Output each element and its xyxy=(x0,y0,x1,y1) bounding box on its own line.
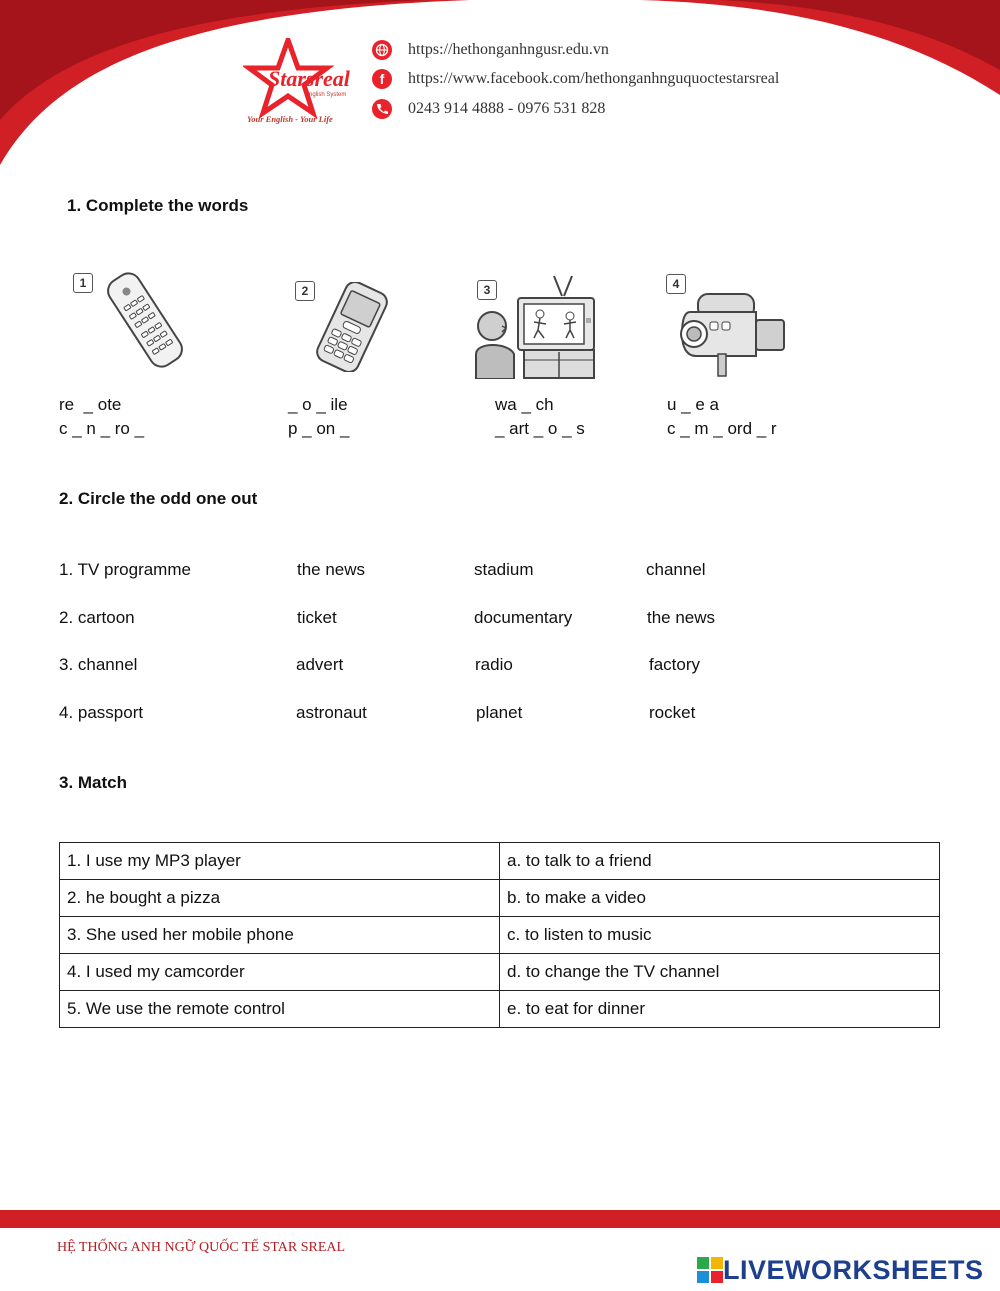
match-left-1[interactable]: 1. I use my MP3 player xyxy=(60,843,500,880)
globe-icon xyxy=(372,40,392,60)
picture-number-3: 3 xyxy=(477,280,497,300)
table-row xyxy=(60,880,940,917)
match-right-d[interactable]: d. to change the TV channel xyxy=(500,954,940,991)
picture-number-2: 2 xyxy=(295,281,315,301)
contact-phone xyxy=(372,97,605,121)
starsreal-logo xyxy=(243,38,358,126)
liveworksheets-icon xyxy=(697,1257,723,1283)
website-link[interactable]: https://hethonganhngusr.edu.vn xyxy=(408,41,609,58)
match-right-e[interactable]: e. to eat for dinner xyxy=(500,991,940,1028)
logo-text: Starsreal xyxy=(268,66,350,91)
picture-number-4: 4 xyxy=(666,274,686,294)
match-left-2[interactable]: 2. he bought a pizza xyxy=(60,880,500,917)
odd-row4-word4[interactable]: rocket xyxy=(649,703,696,722)
contact-facebook[interactable] xyxy=(372,67,779,91)
facebook-icon: f xyxy=(372,69,392,89)
match-right-a[interactable]: a. to talk to a friend xyxy=(500,843,940,880)
picture-number-1: 1 xyxy=(73,273,93,293)
word-4-line2: c _ m _ ord _ r xyxy=(667,419,777,438)
odd-row2-word3[interactable]: documentary xyxy=(474,608,573,627)
odd-row2-word2[interactable]: ticket xyxy=(297,608,337,627)
odd-row4-word3[interactable]: planet xyxy=(476,703,523,722)
section2-title: 2. Circle the odd one out xyxy=(59,489,258,508)
section3-title: 3. Match xyxy=(59,773,128,792)
section1-title: 1. Complete the words xyxy=(67,196,249,215)
odd-row1-word3[interactable]: stadium xyxy=(474,560,534,579)
odd-row4-word1[interactable]: 4. passport xyxy=(59,703,144,722)
odd-row4-word2[interactable]: astronaut xyxy=(296,703,367,722)
match-right-c[interactable]: c. to listen to music xyxy=(500,917,940,954)
table-row xyxy=(60,843,940,880)
footer-school-name: HỆ THỐNG ANH NGỮ QUỐC TẾ STAR SREAL xyxy=(57,1240,346,1255)
odd-row1-word4[interactable]: channel xyxy=(646,560,706,579)
match-left-3[interactable]: 3. She used her mobile phone xyxy=(60,917,500,954)
facebook-link[interactable]: https://www.facebook.com/hethonganhnguquoctestarsreal xyxy=(408,70,780,87)
word-2-line1: _ o _ ile xyxy=(288,395,348,414)
word-1-line1: re _ ote xyxy=(59,395,122,414)
odd-row3-word1[interactable]: 3. channel xyxy=(59,655,138,674)
match-table xyxy=(59,842,940,1028)
footer-bar xyxy=(0,1210,1000,1228)
phone-number: 0243 914 4888 - 0976 531 828 xyxy=(408,100,606,117)
liveworksheets-logo[interactable] xyxy=(697,1254,984,1286)
odd-row1-word2[interactable]: the news xyxy=(297,560,366,579)
logo-tagline: Your English - Your Life xyxy=(247,114,333,124)
camcorder-picture xyxy=(676,282,788,377)
match-right-b[interactable]: b. to make a video xyxy=(500,880,940,917)
match-left-5[interactable]: 5. We use the remote control xyxy=(60,991,500,1028)
logo-sub: English System xyxy=(305,92,347,98)
word-2-line2: p _ on _ xyxy=(288,419,350,438)
word-3-line2: _ art _ o _ s xyxy=(495,419,585,438)
word-4-line1: u _ e a xyxy=(667,395,719,414)
word-1-line2: c _ n _ ro _ xyxy=(59,419,145,438)
word-3-line1: wa _ ch xyxy=(495,395,554,414)
watching-tv-picture xyxy=(474,274,600,379)
odd-row3-word4[interactable]: factory xyxy=(649,655,701,674)
mobile-phone-picture xyxy=(305,282,400,372)
odd-row3-word3[interactable]: radio xyxy=(475,655,513,674)
remote-control-picture xyxy=(100,268,190,373)
odd-row3-word2[interactable]: advert xyxy=(296,655,344,674)
odd-row2-word4[interactable]: the news xyxy=(647,608,716,627)
table-row xyxy=(60,917,940,954)
contact-website[interactable] xyxy=(372,38,609,62)
odd-row2-word1[interactable]: 2. cartoon xyxy=(59,608,135,627)
odd-row1-word1[interactable]: 1. TV programme xyxy=(59,560,191,579)
liveworksheets-text: LIVEWORKSHEETS xyxy=(723,1254,984,1285)
table-row xyxy=(60,991,940,1028)
table-row xyxy=(60,954,940,991)
match-left-4[interactable]: 4. I used my camcorder xyxy=(60,954,500,991)
phone-icon xyxy=(372,99,392,119)
